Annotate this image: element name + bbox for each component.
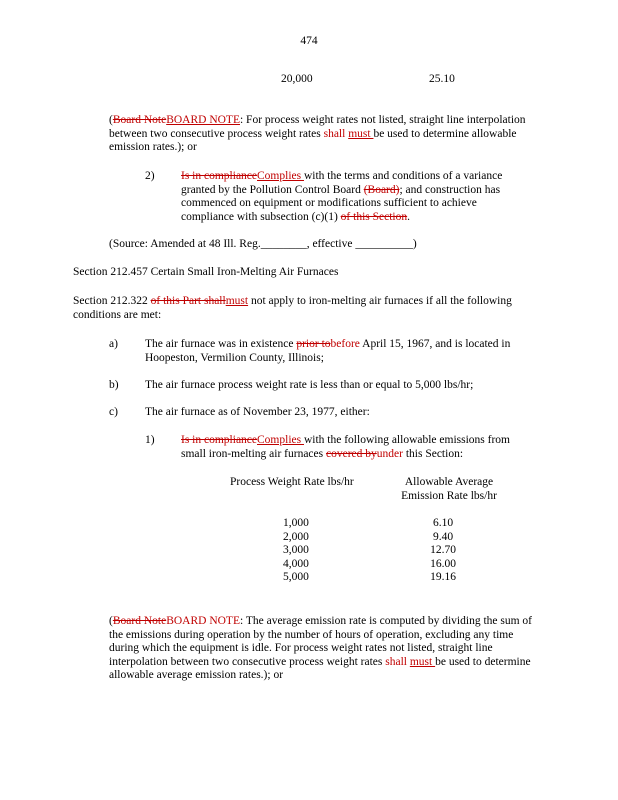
text: Section 212.322 bbox=[73, 295, 151, 307]
inserted-text: Complies bbox=[257, 170, 304, 182]
subsection-paragraph bbox=[181, 434, 531, 461]
table-cell-rate: 2,000 bbox=[283, 530, 309, 543]
blank-line: ________ bbox=[260, 238, 307, 250]
text: (Source: Amended at 48 Ill. Reg. bbox=[109, 238, 261, 250]
text: ; and construction has commenced on equipment or modifications sufficient to achieve compliance with subsection (c)(1) bbox=[181, 183, 501, 223]
deleted-text: Board Note bbox=[112, 114, 167, 126]
text: . bbox=[407, 210, 410, 223]
table-cell-emission: 19.16 bbox=[430, 571, 456, 584]
item-number: b) bbox=[109, 379, 119, 391]
table-cell-emission: 25.10 bbox=[429, 73, 455, 85]
deleted-text: Is in compliance bbox=[181, 434, 258, 446]
board-note-paragraph: (Board NoteBOARD NOTE: For process weight rates not listed, straight line interpolation between two consecutive process weight rates shall must be used to determine allowable emission rates.); or bbox=[109, 114, 526, 154]
deleted-text: covered by bbox=[325, 447, 377, 460]
text: this Section: bbox=[402, 447, 464, 460]
text: : For process weight rates not listed, straight line interpolation between two consecutive process weight rates bbox=[109, 114, 526, 140]
deleted-text: shall bbox=[385, 655, 407, 668]
text: : The average emission rate is computed by dividing the sum of the emissions during operation by the number of hours of operation, excluding any time during which the equipment is idle. For process weight rates not listed, straight line interpolation between two consecutive process weight rates bbox=[109, 615, 532, 668]
text: ) bbox=[412, 238, 417, 250]
table-rate-column bbox=[283, 517, 309, 585]
subsection-paragraph bbox=[181, 170, 526, 224]
deleted-text: (Board) bbox=[363, 183, 400, 196]
text: be used to determine allowable emission rates.); or bbox=[109, 127, 517, 154]
table-cell-emission: 9.40 bbox=[432, 530, 454, 543]
item-c-text: The air furnace as of November 23, 1977, either: bbox=[145, 406, 370, 418]
table-cell-emission: 6.10 bbox=[432, 517, 454, 529]
blank-line: __________ bbox=[355, 238, 413, 250]
inserted-text: Complies bbox=[257, 434, 304, 446]
board-note-paragraph: (Board NoteBOARD NOTE: The average emission rate is computed by dividing the sum of the emissions during operation by the number of hours of operation, excluding any time during which the equipment is idle. For process weight rates not listed, straight line interpolation between two consecutive process weight rates shall must be used to determine allowable average emission rates.); or bbox=[109, 615, 532, 682]
section-intro bbox=[73, 295, 533, 322]
table-cell-emission: 16.00 bbox=[430, 557, 456, 570]
inserted-text: must bbox=[225, 295, 249, 307]
text: not apply to iron-melting air furnaces if all the following conditions are met: bbox=[73, 295, 512, 321]
deleted-text: prior to bbox=[296, 338, 331, 350]
inserted-text: BOARD NOTE bbox=[166, 114, 240, 126]
inserted-text: BOARD NOTE bbox=[166, 615, 240, 627]
inserted-text: before bbox=[330, 338, 360, 350]
source-note bbox=[109, 238, 417, 252]
table-cell-rate: 1,000 bbox=[283, 517, 309, 529]
deleted-text: Is in compliance bbox=[181, 170, 258, 182]
text: with the terms and conditions of a variance granted by the Pollution Control Board bbox=[181, 170, 503, 196]
item-number: 1) bbox=[145, 434, 155, 446]
inserted-text: must bbox=[348, 127, 374, 140]
inserted-text: must bbox=[409, 655, 436, 668]
table-header-emission: Allowable Average Emission Rate lbs/hr bbox=[401, 476, 497, 502]
inserted-text: under bbox=[376, 447, 403, 460]
text: , effective bbox=[306, 238, 356, 250]
page-number: 474 bbox=[300, 35, 318, 47]
table-cell-emission: 12.70 bbox=[430, 544, 456, 557]
text: April 15, 1967, and is located in Hoopeston, Vermilion County, Illinois; bbox=[145, 338, 511, 364]
table-emission-column bbox=[420, 517, 466, 585]
table-cell-rate: 5,000 bbox=[283, 571, 309, 584]
deleted-text: of this Part shall bbox=[150, 295, 226, 307]
table-cell-rate: 3,000 bbox=[283, 544, 309, 557]
item-a-text bbox=[145, 338, 535, 365]
text: The air furnace was in existence bbox=[145, 338, 297, 350]
item-number: a) bbox=[109, 338, 118, 350]
deleted-text: Board Note bbox=[112, 615, 167, 627]
item-number: c) bbox=[109, 406, 118, 418]
item-b-text: The air furnace process weight rate is less than or equal to 5,000 lbs/hr; bbox=[145, 379, 474, 391]
table-cell-rate: 20,000 bbox=[281, 73, 313, 85]
section-heading: Section 212.457 Certain Small Iron-Melting Air Furnaces bbox=[73, 266, 339, 278]
text: be used to determine allowable average emission rates.); or bbox=[109, 655, 531, 682]
text: with the following allowable emissions from small iron-melting air furnaces bbox=[181, 434, 510, 460]
table-cell-rate: 4,000 bbox=[283, 557, 309, 570]
item-number: 2) bbox=[145, 170, 155, 182]
table-header-rate: Process Weight Rate lbs/hr bbox=[230, 476, 354, 488]
deleted-text: of this Section bbox=[340, 210, 408, 223]
deleted-text: shall bbox=[323, 127, 346, 140]
